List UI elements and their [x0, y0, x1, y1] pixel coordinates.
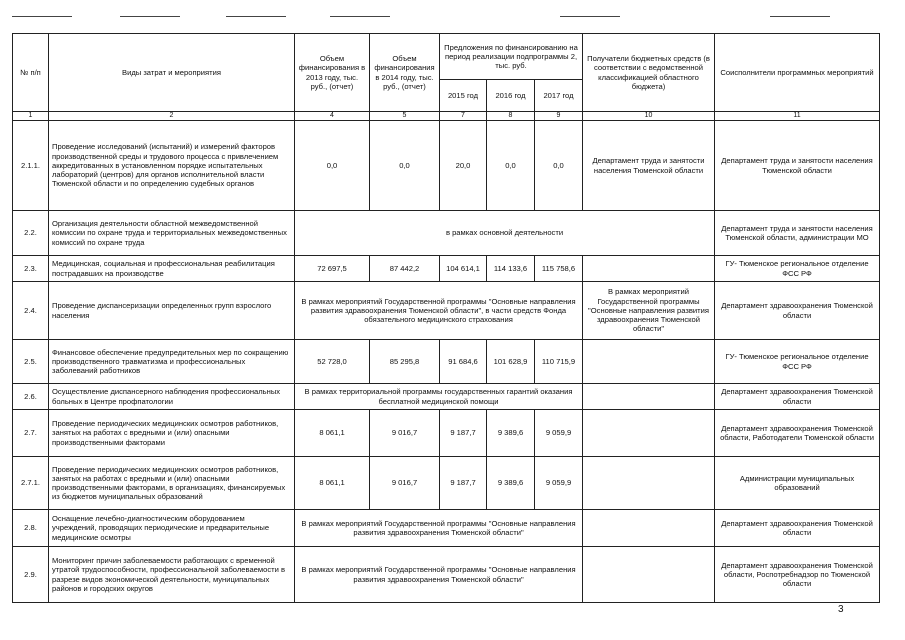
co-executor: Департамент труда и занятости населения Тюменской области [715, 121, 880, 211]
budget-recipient [583, 410, 715, 457]
value-2015: 9 187,7 [440, 410, 487, 457]
budget-recipient: Департамент труда и занятости населения Тюменской области [583, 121, 715, 211]
header-no: № п/п [13, 34, 49, 112]
value-2017: 9 059,9 [535, 457, 583, 510]
co-executor: Департамент здравоохранения Тюменской области, Работодатели Тюменской области [715, 410, 880, 457]
table-row [13, 510, 880, 547]
value-2013: 8 061,1 [295, 457, 370, 510]
index-cell: 10 [583, 112, 715, 121]
budget-recipient [583, 384, 715, 410]
row-description: Финансовое обеспечение предупредительных мер по сокращению производственного травматизма и профессиональных заболеваний работников [49, 340, 295, 384]
row-description: Оснащение лечебно-диагностическим оборудованием учреждений, проводящих периодические и предварительные медицинские осмотры [49, 510, 295, 547]
scan-edge-line [226, 16, 286, 17]
value-2016: 9 389,6 [487, 457, 535, 510]
value-2017: 110 715,9 [535, 340, 583, 384]
index-cell: 1 [13, 112, 49, 121]
value-2017: 9 059,9 [535, 410, 583, 457]
table-row [13, 547, 880, 603]
merged-financing-note: В рамках мероприятий Государственной программы "Основные направления развития здравоохранения Тюменской области" [295, 510, 583, 547]
value-2016: 0,0 [487, 121, 535, 211]
row-description: Проведение периодических медицинских осмотров работников, занятых на работах с вредными и (или) опасными производственными факторами [49, 410, 295, 457]
co-executor: Департамент труда и занятости населения Тюменской области, администрации МО [715, 211, 880, 256]
value-2014: 87 442,2 [370, 256, 440, 282]
scan-edge-line [120, 16, 180, 17]
scan-edge-line [560, 16, 620, 17]
merged-financing-note: В рамках территориальной программы государственных гарантий оказания бесплатной медицинской помощи [295, 384, 583, 410]
header-types: Виды затрат и мероприятия [49, 34, 295, 112]
scan-edge-line [770, 16, 830, 17]
table-row [13, 384, 880, 410]
row-description: Проведение диспансеризации определенных групп взрослого населения [49, 282, 295, 340]
row-number: 2.8. [13, 510, 49, 547]
scan-edge-line [330, 16, 390, 17]
co-executor: Администрации муниципальных образований [715, 457, 880, 510]
column-index-row [13, 112, 880, 121]
page-number: 3 [838, 604, 844, 615]
header-2014: Объем финансирования в 2014 году, тыс. руб., (отчет) [370, 34, 440, 112]
row-number: 2.9. [13, 547, 49, 603]
row-number: 2.7. [13, 410, 49, 457]
row-number: 2.2. [13, 211, 49, 256]
merged-financing-note: в рамках основной деятельности [295, 211, 715, 256]
row-number: 2.1.1. [13, 121, 49, 211]
value-2014: 9 016,7 [370, 457, 440, 510]
budget-recipient [583, 457, 715, 510]
budget-recipient [583, 547, 715, 603]
row-description: Организация деятельности областной межведомственной комиссии по охране труда и территориальных межведомственных комиссий по охране труда [49, 211, 295, 256]
co-executor: ГУ- Тюменское региональное отделение ФСС РФ [715, 256, 880, 282]
row-description: Проведение периодических медицинских осмотров работников, занятых на работах с вредными и (или) опасными производственными факторами, в организациях, финансируемых из бюджетов муниципальных образований [49, 457, 295, 510]
index-cell: 2 [49, 112, 295, 121]
value-2016: 101 628,9 [487, 340, 535, 384]
table-row [13, 340, 880, 384]
row-description: Осуществление диспансерного наблюдения профессиональных больных в Центре профпатологии [49, 384, 295, 410]
co-executor: Департамент здравоохранения Тюменской области [715, 282, 880, 340]
value-2014: 85 295,8 [370, 340, 440, 384]
row-number: 2.4. [13, 282, 49, 340]
row-number: 2.6. [13, 384, 49, 410]
merged-financing-note: В рамках мероприятий Государственной программы "Основные направления развития здравоохранения Тюменской области", в части средств Фонда обязательного медицинского страхования [295, 282, 583, 340]
value-2015: 20,0 [440, 121, 487, 211]
header-2016: 2016 год [487, 80, 535, 112]
budget-recipient [583, 256, 715, 282]
header-proposals: Предложения по финансированию на период реализации подпрограммы 2, тыс. руб. [440, 34, 583, 80]
table-row [13, 457, 880, 510]
value-2016: 9 389,6 [487, 410, 535, 457]
value-2015: 104 614,1 [440, 256, 487, 282]
header-2017: 2017 год [535, 80, 583, 112]
value-2013: 0,0 [295, 121, 370, 211]
table-row [13, 256, 880, 282]
co-executor: ГУ- Тюменское региональное отделение ФСС РФ [715, 340, 880, 384]
index-cell: 8 [487, 112, 535, 121]
scan-edge-line [12, 16, 72, 17]
header-2015: 2015 год [440, 80, 487, 112]
value-2015: 9 187,7 [440, 457, 487, 510]
value-2013: 8 061,1 [295, 410, 370, 457]
value-2014: 0,0 [370, 121, 440, 211]
value-2013: 52 728,0 [295, 340, 370, 384]
index-cell: 4 [295, 112, 370, 121]
row-description: Мониторинг причин заболеваемости работающих с временной утратой трудоспособности, профессиональной заболеваемости в разрезе видов экономической деятельности, муниципальных районов и городских округов [49, 547, 295, 603]
co-executor: Департамент здравоохранения Тюменской области, Роспотребнадзор по Тюменской области [715, 547, 880, 603]
row-number: 2.7.1. [13, 457, 49, 510]
row-description: Медицинская, социальная и профессиональная реабилитация пострадавших на производстве [49, 256, 295, 282]
value-2016: 114 133,6 [487, 256, 535, 282]
co-executor: Департамент здравоохранения Тюменской области [715, 510, 880, 547]
row-description: Проведение исследований (испытаний) и измерений факторов производственной среды и трудового процесса с привлечением аккредитованных в установленном порядке испытательных лабораторий (центров) для органов исполнительной власти Тюменской области и по определению судебных органов [49, 121, 295, 211]
table-row [13, 410, 880, 457]
header-executors: Соисполнители программных мероприятий [715, 34, 880, 112]
merged-financing-note: В рамках мероприятий Государственной программы "Основные направления развития здравоохранения Тюменской области" [295, 547, 583, 603]
value-2017: 115 758,6 [535, 256, 583, 282]
table-row [13, 282, 880, 340]
row-number: 2.5. [13, 340, 49, 384]
header-2013: Объем финансирования в 2013 году, тыс. руб., (отчет) [295, 34, 370, 112]
budget-recipient [583, 340, 715, 384]
table-row [13, 121, 880, 211]
table-row [13, 211, 880, 256]
index-cell: 5 [370, 112, 440, 121]
budget-recipient: В рамках мероприятий Государственной программы "Основные направления развития здравоохранения Тюменской области" [583, 282, 715, 340]
index-cell: 9 [535, 112, 583, 121]
index-cell: 7 [440, 112, 487, 121]
financing-table [12, 33, 880, 603]
value-2013: 72 697,5 [295, 256, 370, 282]
index-cell: 11 [715, 112, 880, 121]
budget-recipient [583, 510, 715, 547]
co-executor: Департамент здравоохранения Тюменской области [715, 384, 880, 410]
header-recipients: Получатели бюджетных средств (в соответствии с ведомственной классификацией областного бюджета) [583, 34, 715, 112]
value-2014: 9 016,7 [370, 410, 440, 457]
row-number: 2.3. [13, 256, 49, 282]
value-2017: 0,0 [535, 121, 583, 211]
value-2015: 91 684,6 [440, 340, 487, 384]
